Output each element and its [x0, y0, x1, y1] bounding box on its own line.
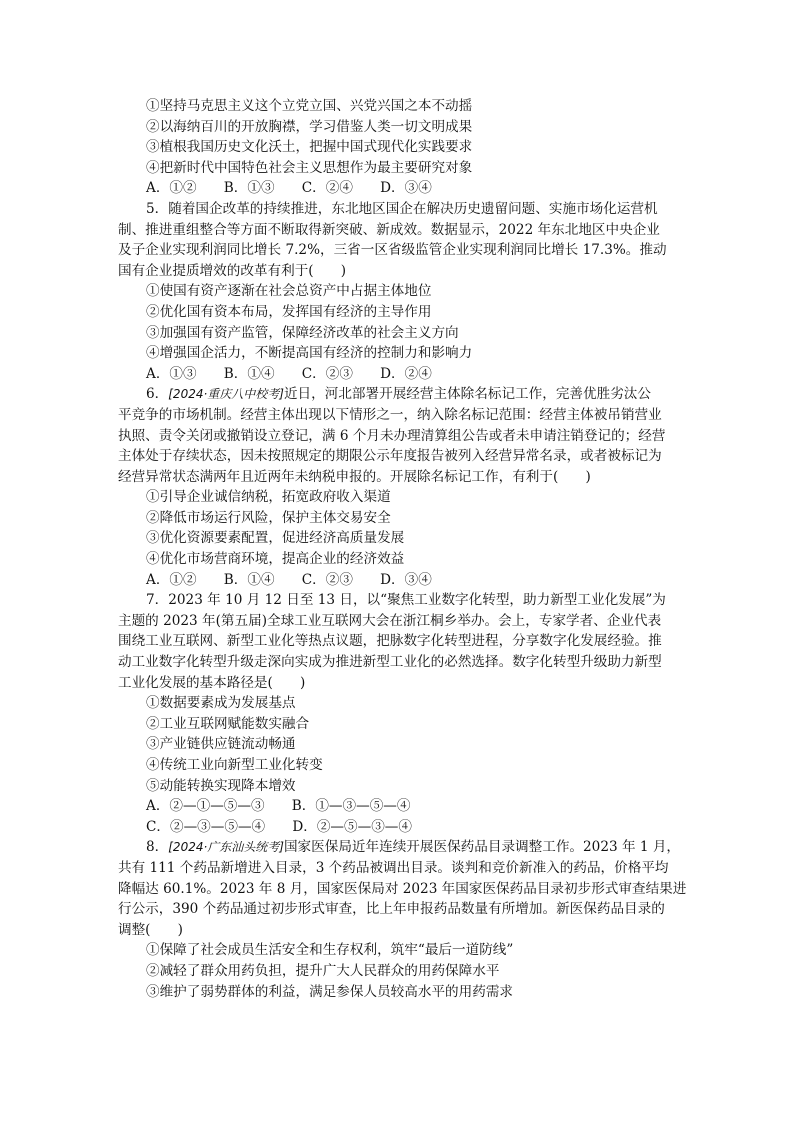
question-stem-text: 近日，河北部署开展经营主体除名标记工作，完善优胜劣汰公	[283, 386, 651, 403]
option-item: ④增强国企活力，不断提高国有经济的控制力和影响力	[146, 345, 473, 362]
question-stem-line: 主题的 2023 年(第五届)全球工业互联网大会在浙江桐乡举办。会上，专家学者、企业代表	[118, 612, 662, 629]
question-number: 8．	[146, 839, 169, 856]
option-item: ①数据要素成为发展基点	[146, 695, 296, 712]
question-stem-text: 国家医保局近年连续开展医保药品目录调整工作。2023 年 1 月，	[283, 839, 681, 856]
question-stem-line: 制、推进重组整合等方面不断取得新突破、新成效。数据显示，2022 年东北地区中央企业	[118, 221, 660, 238]
option-item: ⑤动能转换实现降本增效	[146, 777, 296, 794]
question-stem-line: 行公示，390 个药品通过初步形式审查，比上年申报药品数量有所增加。新医保药品目录的	[118, 901, 665, 918]
option-item: ③维护了弱势群体的利益，满足参保人员较高水平的用药需求	[146, 983, 514, 1000]
question-stem-line: 经营异常状态满两年且近两年未纳税申报的。开展除名标记工作，有利于( )	[118, 468, 591, 485]
question-stem-line: 降幅达 60.1%。2023 年 8 月，国家医保局对 2023 年国家医保药品目录初步形式审查结果进	[118, 880, 687, 897]
option-item: ③产业链供应链流动畅通	[146, 736, 296, 753]
question-stem-line: 主体处于存续状态，因未按照规定的期限公示年度报告被列入经营异常名录，或者被标记为	[118, 448, 662, 465]
page-content	[118, 96, 687, 1002]
question-stem-line: 调整( )	[118, 921, 183, 938]
question-stem-line: 围绕工业互联网、新型工业化等热点议题，把脉数字化转型进程，分享数字化发展经验。推	[118, 633, 662, 650]
question-stem-line: 及子企业实现利润同比增长 7.2%，三省一区省级监管企业实现利润同比增长 17.3%。推动	[118, 242, 667, 259]
option-item: ②以海纳百川的开放胸襟，学习借鉴人类一切文明成果	[146, 118, 473, 135]
question-6	[118, 384, 680, 590]
question-stem-line	[118, 837, 680, 858]
question-source: [2024·广东汕头统考]	[168, 840, 284, 855]
option-item: ③加强国有资产监管，保障经济改革的社会主义方向	[146, 324, 459, 341]
option-item: ①使国有资产逐渐在社会总资产中占据主体地位	[146, 283, 432, 300]
question-stem-line	[118, 384, 680, 405]
option-item: ④传统工业向新型工业化转变	[146, 757, 323, 773]
question-stem-line: 7．2023 年 10 月 12 日至 13 日，以“聚焦工业数字化转型，助力新型工业化发展”为	[146, 592, 666, 609]
option-item: ②降低市场运行风险，保护主体交易安全	[146, 509, 391, 526]
question-5	[118, 199, 680, 384]
question-7	[118, 590, 680, 837]
option-item: ①坚持马克思主义这个立党立国、兴党兴国之本不动摇	[146, 98, 473, 114]
question-stem-line: 5．随着国企改革的持续推进，东北地区国企在解决历史遗留问题、实施市场化运营机	[146, 200, 658, 217]
option-item: ①保障了社会成员生活安全和生存权利，筑牢“最后一道防线”	[146, 942, 514, 959]
answer-choices: A．①② B．①③ C．②④ D．③④	[146, 180, 432, 197]
question-stem-line: 执照、责令关闭或撤销设立登记，满 6 个月未办理清算组公告或者未申请注销登记的；经营	[118, 427, 666, 444]
option-item: ④把新时代中国特色社会主义思想作为最主要研究对象	[146, 159, 473, 176]
question-stem-line: 共有 111 个药品新增进入目录，3 个药品被调出目录。谈判和竞价新准入的药品，价格平均	[118, 859, 669, 876]
question-source: [2024·重庆八中校考]	[168, 387, 284, 402]
answer-choices: A．②—①—⑤—③ B．①—③—⑤—④	[146, 798, 411, 815]
option-item: ④优化市场营商环境，提高企业的经济效益	[146, 551, 405, 568]
question-8	[118, 837, 687, 1002]
option-item: ②减轻了群众用药负担，提升广大人民群众的用药保障水平	[146, 962, 500, 979]
answer-choices: C．②—③—⑤—④ D．②—⑤—③—④	[146, 818, 412, 835]
answer-choices: A．①③ B．①④ C．②③ D．②④	[146, 365, 432, 382]
question-stem-line: 平竞争的市场机制。经营主体出现以下情形之一，纳入除名标记范围：经营主体被吊销营业	[118, 406, 662, 423]
option-item: ③优化资源要素配置，促进经济高质量发展	[146, 530, 405, 547]
option-item: ③植根我国历史文化沃土，把握中国式现代化实践要求	[146, 139, 473, 156]
option-item: ②优化国有资本布局，发挥国有经济的主导作用	[146, 303, 432, 320]
question-stem-line: 国有企业提质增效的改革有利于( )	[118, 262, 347, 279]
option-item: ①引导企业诚信纳税，拓宽政府收入渠道	[146, 489, 391, 506]
question-4-items	[118, 96, 680, 199]
option-item: ②工业互联网赋能数实融合	[146, 715, 310, 732]
question-stem-line: 工业化发展的基本路径是( )	[118, 674, 306, 691]
question-stem-line: 动工业数字化转型升级走深向实成为推进新型工业化的必然选择。数字化转型升级助力新型	[118, 654, 662, 671]
answer-choices: A．①② B．①④ C．②③ D．③④	[146, 571, 432, 588]
question-number: 6．	[146, 386, 169, 403]
